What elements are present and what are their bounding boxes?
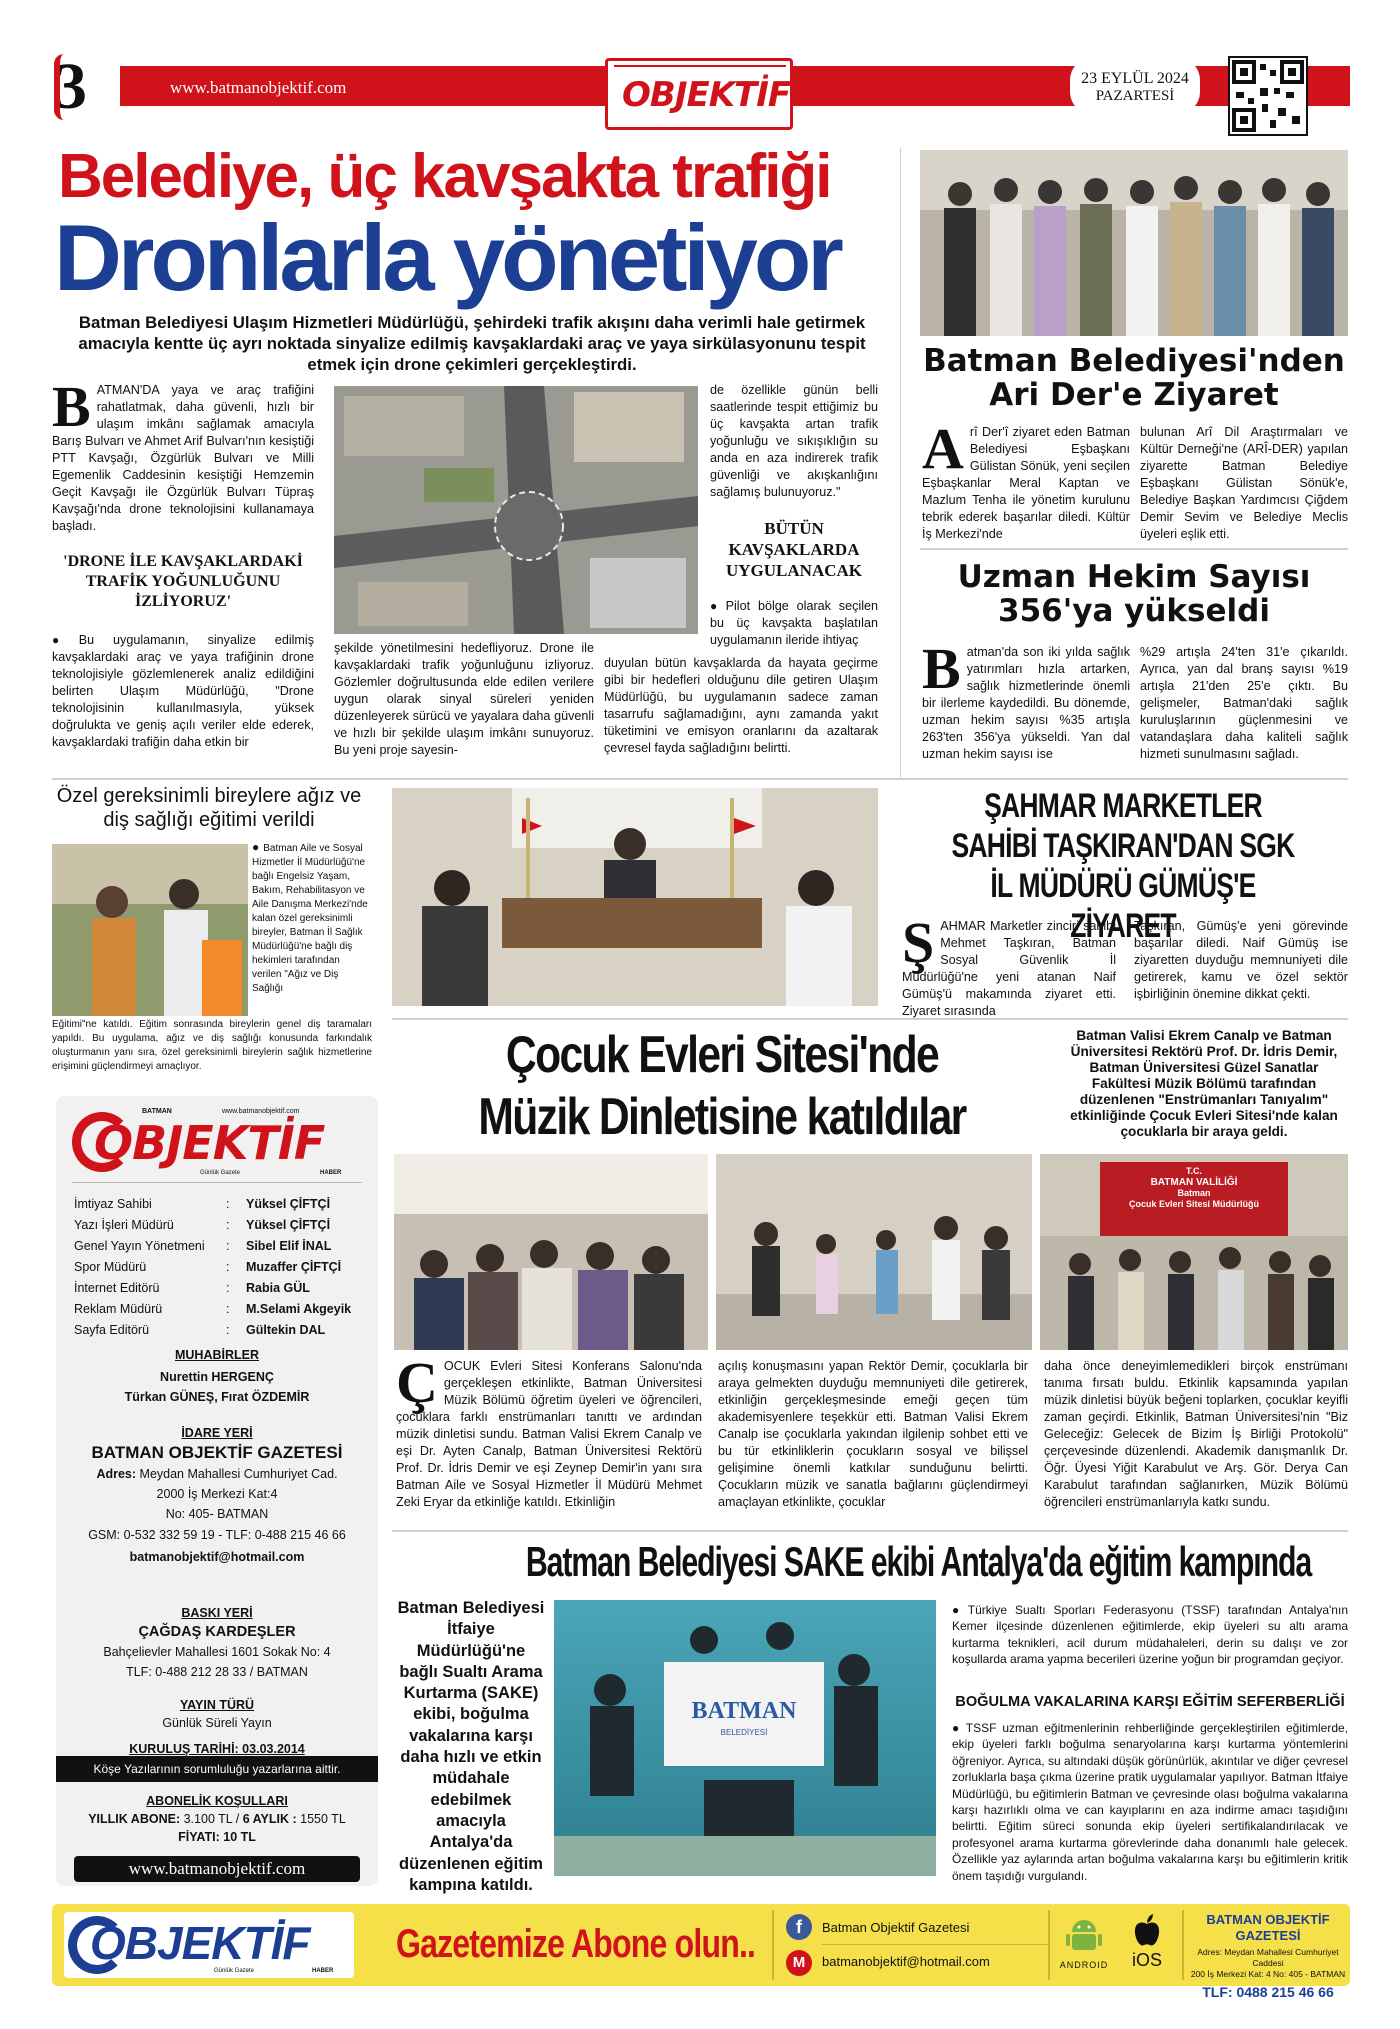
footer-contact <box>1188 1912 1348 2002</box>
staff-value: Yüksel ÇİFTÇİ <box>246 1218 331 1232</box>
group-photo <box>920 150 1348 336</box>
mail-icon[interactable]: M <box>786 1950 812 1976</box>
masthead-logo[interactable] <box>72 1108 362 1176</box>
concert-audience-photo <box>394 1154 708 1350</box>
baski-label: BASKI YERİ <box>181 1606 253 1620</box>
logo-rule <box>614 65 786 71</box>
baski-name: ÇAĞDAŞ KARDEŞLER <box>138 1624 296 1640</box>
staff-colon: : <box>226 1323 230 1337</box>
agiz-bottom-text: Eğitimi"ne katıldı. Eğitim sonrasında bireylerin genel diş taramaları yapıldı. Bu uygulama, ağız ve diş sağlığı konusunda farkındalık oluşturmanın yanı sıra, özel gereksinimli bireylerin sağlık hizmetlerine erişimini güçlendirmeyi amaçlıyor. <box>52 1019 372 1072</box>
lead-subhead-2: BÜTÜN KAVŞAKLARDA UYGULANACAK <box>726 519 862 580</box>
staff-value: M.Selami Akgeyik <box>246 1302 352 1316</box>
staff-key: İnternet Editörü <box>74 1281 160 1295</box>
sign-line-2: BATMAN VALİLİĞİ <box>1150 1177 1238 1188</box>
hekim-title[interactable]: Uzman Hekim Sayısı 356'ya yükseldi <box>957 559 1311 630</box>
footer-logo-tag-2: HABER <box>312 1968 334 1974</box>
idare-label: İDARE YERİ <box>181 1426 253 1440</box>
kose-notice: Köşe Yazılarının sorumluluğu yazarlarına aittir. <box>56 1756 378 1782</box>
dental-photo <box>52 844 248 1016</box>
abonelik-block <box>66 1792 368 1846</box>
header-website[interactable]: www.batmanobjektif.com <box>170 78 347 97</box>
section-divider <box>392 1530 1348 1532</box>
footer-logo-tag: Günlük Gazete <box>214 1968 255 1974</box>
baski-block <box>66 1604 368 1682</box>
sign-line-3: Batman <box>1177 1188 1211 1198</box>
cocuk-title-2: Müzik Dinletisine katıldılar <box>478 1088 966 1146</box>
hekim-col-1 <box>922 636 1130 763</box>
lead-headline-2[interactable]: Dronlarla yönetiyor <box>54 205 840 310</box>
subscribe-banner[interactable] <box>52 1904 1350 2000</box>
sake-p2 <box>952 1720 1348 1884</box>
adres-line-1: Meydan Mahallesi Cumhuriyet Cad. <box>139 1467 338 1481</box>
masthead-logo-tag: Günlük Gazete <box>200 1170 241 1176</box>
masthead-logo-tag-2: HABER <box>320 1170 342 1176</box>
sahmar-col-1 <box>902 910 1116 1020</box>
adres-label: Adres: <box>96 1467 137 1481</box>
staff-colon: : <box>226 1239 230 1253</box>
kurulus-tarihi: KURULUŞ TARİHİ: 03.03.2014 <box>129 1742 305 1756</box>
idare-address-3: No: 405- BATMAN <box>165 1507 269 1521</box>
android-label: ANDROID <box>1059 1960 1109 1970</box>
sake-title-text: Batman Belediyesi SAKE ekibi Antalya'da eğitim kampında <box>525 1538 1312 1585</box>
cocuk-col-1-text: OCUK Evleri Sitesi Konferans Salonu'nda gerçekleşen etkinlikte, Batman Üniversitesi Müzik Bölümü öğretim üyeleri ve öğrencileri, çocuklara farklı enstrümanları tanıttı ve ardından müzik dinletisi sundu. Batman Valisi Ekrem Canalp ve eşi Dr. Ayten Canalp, Batman Üniversitesi Rektörü Prof. Dr. İdris Demir ve eşi Zeynep Demir'in yanı sıra Batman Aile ve Sosyal Hizmetler İl Müdürü Mehmet Zeki Eryar da etkinliğe katıldı. Etkinliğin <box>396 1359 702 1509</box>
sign-text <box>1100 1166 1288 1210</box>
cocuk-deck: Batman Valisi Ekrem Canalp ve Batman Üniversitesi Rektörü Prof. Dr. İdris Demir, Batman Üniversitesi Güzel Sanatlar Fakültesi Müzik Bölümü tarafından düzenlenen "Enstrümanları Tanıyalım" etkinliğinde Çocuk Evleri Sitesi'nde kalan çocuklarla bir araya geldi. <box>1070 1028 1338 1139</box>
page-header <box>54 50 1350 123</box>
baski-address: Bahçelievler Mahallesi 1601 Sokak No: 4 <box>103 1645 331 1659</box>
flag-subtext: BELEDİYESİ <box>720 1728 768 1737</box>
sahmar-title-1: ŞAHMAR MARKETLER <box>984 787 1262 825</box>
yayin-label: YAYIN TÜRÜ <box>179 1698 255 1712</box>
lead-col-23: duyulan bütün kavşaklarda da hayata geçirme gibi bir hedefleri olduğunu dile getiren Ulaşım Müdürlüğü, bu uygulamanın sadece zaman tasarrufu sağlamadığını, aynı zamanda yakıt tüketimini ve emisyon oranlarını da azaltarak çevresel fayda sağladığını belirtti. <box>604 656 878 755</box>
staff-colon: : <box>226 1302 230 1316</box>
sign-line-1: T.C. <box>1185 1166 1202 1176</box>
cocuk-title-1: Çocuk Evleri Sitesi'nde <box>505 1026 939 1084</box>
idare-address-1 <box>66 1464 368 1484</box>
banner-divider <box>772 1910 774 1980</box>
staff-list <box>74 1194 364 1341</box>
apple-icon[interactable] <box>1132 1912 1162 1948</box>
footer-name: BATMAN OBJEKTİF GAZETESİ <box>1206 1912 1330 1943</box>
header-logo[interactable] <box>605 58 793 130</box>
sign-line-4: Çocuk Evleri Sitesi Müdürlüğü <box>1128 1199 1260 1209</box>
staff-colon: : <box>226 1281 230 1295</box>
drop-cap: B <box>922 636 961 701</box>
sake-side: Batman Belediyesi İtfaiye Müdürlüğü'ne bağlı Sualtı Arama Kurtarma (SAKE) ekibi, boğulma vakalarına karşı daha hızlı ve etkin müdahale edebilmek amacıyla Antalya'da düzenlenen eğitim kampına katıldı. <box>397 1599 545 1894</box>
staff-key: Reklam Müdürü <box>74 1302 163 1316</box>
abonelik-prices: YILLIK ABONE: 3.100 TL / 6 AYLIK : 1550 TL <box>88 1812 346 1826</box>
drop-cap: B <box>52 374 91 439</box>
header-day: PAZARTESİ <box>1095 88 1175 104</box>
governorship-sign-photo <box>1040 1154 1348 1350</box>
staff-row <box>74 1278 364 1299</box>
dancing-children-photo <box>716 1154 1032 1350</box>
baski-phone: TLF: 0-488 212 28 33 / BATMAN <box>126 1665 308 1679</box>
drop-cap: Ş <box>902 910 935 975</box>
alti-aylik-label: 6 AYLIK : <box>242 1812 297 1826</box>
qr-code-icon <box>1228 56 1308 136</box>
lead-deck: Batman Belediyesi Ulaşım Hizmetleri Müdürlüğü, şehirdeki trafik akışını daha verimli hale getirmek amacıyla kentte üç ayrı noktada sinyalize edilmiş kavşaklardaki araç ve yaya sirkülasyonunu tespit etmek için drone çekimleri gerçekleştirdi. <box>78 313 866 374</box>
subscribe-slogan[interactable] <box>352 1916 792 1972</box>
rule <box>822 1944 1048 1945</box>
header-logo-text: OBJEKTİF <box>622 75 791 115</box>
section-divider <box>52 778 1348 780</box>
arider-col-1-text: rî Der'î ziyaret eden Batman Belediyesi Eşbaşkanı Gülistan Sönük, yeni seçilen Eşbaşkanlar Meral Kaptan ve Mazlum Tenha ile yönetim kurulunu tebrik ederek başarılar diledi. Kültür İş Merkezi'nde <box>922 425 1130 541</box>
staff-row <box>74 1320 364 1341</box>
hekim-col-2: %29 artışla 24'ten 31'e çıkarıldı. Ayrıca, yan dal branş sayısı %19 artışla 21'den 25'e çıktı. Bu gelişmeler, Batman'daki sağlık kuruluşlarının güçlenmesini ve vatandaşlara daha kaliteli sağlık hizmeti sunulmasını sağladı. <box>1140 645 1348 761</box>
staff-row <box>74 1257 364 1278</box>
page-number-bracket <box>54 54 64 120</box>
abonelik-label: ABONELİK KOŞULLARI <box>146 1794 288 1808</box>
sahmar-title-2: SAHİBİ TAŞKIRAN'DAN SGK <box>951 827 1295 865</box>
idare-phone: GSM: 0-532 332 59 19 - TLF: 0-488 215 46 66 <box>88 1528 346 1542</box>
lead-col-3b <box>710 598 878 649</box>
masthead-site[interactable]: www.batmanobjektif.com <box>74 1856 360 1882</box>
subscribe-slogan-text: Gazetemize Abone olun.. <box>396 1922 756 1966</box>
staff-value: Gültekin DAL <box>246 1323 326 1337</box>
fiyat-row <box>66 1828 368 1846</box>
drop-cap: A <box>922 416 964 481</box>
cocuk-col-2: açılış konuşmasını yapan Rektör Demir, çocuklarla bir araya gelmekten duyduğu memnuniyeti dile getirerek, etkinliğin gerçekleşmesinde emeği geçen tüm akademisyenlere teşekkür etti. Batman Valisi Ekrem Canalp ise çocuklarla yakından ilgilenip sohbet etti ve bu tür etkinliklerin çocukların sosyal ve bilişsel gelişimine önemli katkılar sunduğunu belirtti. Çocukların müzik ve sanatla bağlarını güçlendirmeyi amaçlayan etkinlikte, çocuklar <box>718 1359 1028 1509</box>
agiz-title[interactable]: Özel gereksinimli bireylere ağız ve diş sağlığı eğitimi verildi <box>56 785 362 831</box>
muhabir-2: Türkan GÜNEŞ, Fırat ÖZDEMİR <box>124 1390 310 1404</box>
muhabirler-block <box>66 1346 368 1406</box>
arider-col-2: bulunan Arî Dil Araştırmaları ve Kültür Derneği'ne (ARÎ-DER) yapılan ziyarette Batman Belediye Eşbaşkanı Gülistan Sönük'e, Belediye Başkan Yardımcısı Çiğdem Demir Sevim ve Belediye Meclis üyeleri eşlik etti. <box>1140 425 1348 541</box>
section-divider <box>920 548 1348 550</box>
android-icon[interactable] <box>1064 1916 1104 1952</box>
office-visit-photo <box>392 788 878 1006</box>
staff-row <box>74 1215 364 1236</box>
sahmar-col-1-text: AHMAR Marketler zinciri sahibi Mehmet Taşkıran, Batman Sosyal Güvenlik İl Müdürlüğü'ne yeni atanan Naif Gümüş'ü makamında ziyaret etti. Ziyaret sırasında <box>902 919 1116 1018</box>
yillik-label: YILLIK ABONE: <box>88 1812 181 1826</box>
ios-label: iOS <box>1131 1950 1162 1970</box>
idare-address-2: 2000 İş Merkezi Kat:4 <box>156 1487 278 1501</box>
cocuk-title[interactable] <box>392 1024 1052 1148</box>
flag-text: BATMAN <box>691 1698 797 1724</box>
banner-divider <box>1182 1910 1184 1980</box>
staff-colon: : <box>226 1218 230 1232</box>
lead-col-3b-text: ● Pilot bölge olarak seçilen bu üç kavşakta başlatılan uygulamanın ileride ihtiyaç <box>710 599 878 647</box>
fiyat-label: FİYATI: <box>178 1830 220 1844</box>
lead-subhead-1: 'DRONE İLE KAVŞAKLARDAKİ TRAFİK YOĞUNLUĞUNU İZLİYORUZ' <box>63 553 303 610</box>
footer-address-1: Adres: Meydan Mahallesi Cumhuriyet Caddesi <box>1197 1947 1339 1968</box>
facebook-name[interactable]: Batman Objektif Gazetesi <box>822 1920 970 1935</box>
masthead-box <box>56 1096 378 1886</box>
masthead-logo-top: BATMAN <box>142 1108 172 1115</box>
staff-key: Genel Yayın Yönetmeni <box>74 1239 205 1253</box>
yillik-price: 3.100 TL <box>183 1812 233 1826</box>
lead-col-1b-text: ● Bu uygulamanın, sinyalize edilmiş kavşaklardaki araç ve yaya trafiğinin drone teknolojisiyle gözlemlenerek analiz edildiğini belirten Ulaşım Müdürlüğü, "Drone teknolojisinin kullanılmasıyla, yüksek doğrulukta ve geniş açılı veriler elde ederek, kavşaklardaki trafiğin daha etkin bir <box>52 633 314 749</box>
footer-phone: TLF: 0488 215 46 66 <box>1202 1984 1334 2000</box>
footer-logo[interactable] <box>64 1912 354 1978</box>
drone-aerial-photo <box>334 386 698 634</box>
staff-row <box>74 1236 364 1257</box>
sahmar-title-3: İL MÜDÜRÜ GÜMÜŞ'E ZİYARET <box>990 867 1256 945</box>
staff-row <box>74 1194 364 1215</box>
staff-value: Sibel Elif İNAL <box>246 1239 332 1253</box>
underwater-divers-photo <box>554 1600 936 1876</box>
sake-subhead: BOĞULMA VAKALARINA KARŞI EĞİTİM SEFERBERLİĞİ <box>955 1694 1345 1710</box>
sahmar-col-2: Taşkıran, Gümüş'e yeni görevinde başarılar diledi. Naif Gümüş ise ziyaretten duyduğu memnuniyeti dile getirerek, kamu ve özel sektör işbirliğinin önemine dikkat çekti. <box>1134 919 1348 1001</box>
page-number: 3 <box>54 50 87 123</box>
staff-key: Spor Müdürü <box>74 1260 147 1274</box>
drop-cap: Ç <box>396 1350 438 1415</box>
muhabir-1: Nurettin HERGENÇ <box>160 1370 274 1384</box>
arider-col-1 <box>922 416 1130 543</box>
yayin-block <box>66 1696 368 1758</box>
footer-address-2: 200 İş Merkezi Kat: 4 No: 405 - BATMAN <box>1190 1969 1346 1979</box>
footer-logo-text: OBJEKTİF <box>90 1917 310 1969</box>
staff-key: Yazı İşleri Müdürü <box>74 1218 174 1232</box>
staff-key: İmtiyaz Sahibi <box>74 1197 152 1211</box>
staff-colon: : <box>226 1260 230 1274</box>
footer-email[interactable]: batmanobjektif@hotmail.com <box>822 1954 990 1969</box>
lead-col-3: de özellikle günün belli saatlerinde tespit ettiğimiz bu üç kavşakta artan trafik yoğunluğu ve sıkışıklığın su anda en aza indirerek trafik güvenliği ve akışkanlığını sağlamış bulunuyoruz." <box>710 383 878 499</box>
banner-divider <box>1048 1910 1050 1980</box>
column-rule <box>900 148 901 778</box>
lead-col-1-text: ATMAN'DA yaya ve araç trafiğini rahatlatmak, daha güvenli, hızlı bir ulaşım imkânı sağlamak amacıyla Barış Bulvarı ve Ahmet Arif Bulvarı'nın kesiştiği PTT Kavşağı, Özgürlük Bulvarı ve Milli Egemenlik Caddesinin kesiştiği Hemzemin Geçit Kavşağı ile Özgürlük Bulvarı Tüpraş Kavşağı'nda drone teknolojisini kullanamaya başladı. <box>52 383 314 533</box>
staff-value: Yüksel ÇİFTÇİ <box>246 1197 331 1211</box>
facebook-icon[interactable]: f <box>786 1914 812 1940</box>
cocuk-col-3: daha önce deneyimlemedikleri birçok enstrümanı tanıma fırsatı buldu. Etkinlik kapsamında yapılan müzik dinletisi büyük beğeni toplarken, çocuklar keyifli zaman geçirdi. Etkinlik, Batman Üniversitesi'nin "Biz Geleceğiz: Gelecek de Bizim İş Birliği Protokolü" çerçevesinde düzenlendi. Akademik danışmanlık Dr. Öğr. Üyesi Yiğit Karabulut ve Arş. Gör. Derya Can Karabulut tarafından sağlanırken, Müzik Bölümü öğrencileri enstrümanlarıyla katkı sundu. <box>1044 1359 1348 1509</box>
agiz-side-text-body: ● Batman Aile ve Sosyal Hizmetler İl Müdürlüğü'ne bağlı Engelsiz Yaşam, Bakım, Rehabilitasyon ve Aile Danışma Merkezi'nde kalan özel gereksinimli bireyler, Batman İl Sağlık Müdürlüğü'ne bağlı diş hekimleri tarafından verilen "Ağız ve Diş Sağlığı <box>252 843 368 994</box>
fiyat-value: 10 TL <box>223 1830 256 1844</box>
rule <box>72 1182 362 1183</box>
agiz-side-text <box>252 840 372 996</box>
alti-aylik-price: 1550 TL <box>300 1812 346 1826</box>
hekim-col-1-text: atman'da son iki yılda sağlık yatırımları hızla artarken, sağlık hizmetlerinde önemli bir ilerleme kaydedildi. Bu dönemde, uzman hekim sayısı %35 artışla 263'ten 356'ya yükseldi. Yan dal uzman hekim sayısı ise <box>922 645 1130 761</box>
sake-title[interactable] <box>392 1534 1348 1590</box>
staff-key: Sayfa Editörü <box>74 1323 150 1337</box>
sake-p2-text: ● TSSF uzman eğitmenlerinin rehberliğinde gerçekleştirilen eğitimlerde, ekip üyeleri farklı boğulma senaryolarına karşı kurtarma yöntemlerini öğreniyor. Ayrıca, su altındaki düşük görünürlük, akıntılar ve diğer çevresel zorluklarla başa çıkma üzerine pratik uygulamalar yapılıyor. Batman İtfaiye Müdürlüğü, bu eğitimlerin Batman ve çevresinde olası boğulma vakalarına karşı hazırlıklı olma ve can kayıplarını en aza indirme amacı taşıdığını belirtti. Eğitim süreci sonunda ekip üyeleri sertifikalandırılacak ve profesyonel arama kurtarma görevlerinde daha donanımlı hale gelecek. Özellikle yaz aylarında artan boğulma vakalarına karşı bu eğitimlerin kritik önem taşıdığı vurgulandı. <box>952 1721 1348 1883</box>
date-box <box>1070 58 1200 114</box>
staff-value: Rabia GÜL <box>246 1281 310 1295</box>
header-date: 23 EYLÜL 2024 <box>1081 70 1189 87</box>
lead-col-1b <box>52 632 314 751</box>
cocuk-col-1 <box>396 1350 702 1511</box>
staff-row <box>74 1299 364 1320</box>
staff-colon: : <box>226 1197 230 1211</box>
muhabirler-label: MUHABİRLER <box>174 1348 260 1362</box>
lead-col-1 <box>52 374 314 535</box>
yayin-type: Günlük Süreli Yayın <box>162 1716 272 1730</box>
sake-p1 <box>952 1602 1348 1668</box>
staff-value: Muzaffer ÇİFTÇİ <box>246 1260 342 1274</box>
section-divider <box>392 1018 1348 1020</box>
lead-headline-1[interactable]: Belediye, üç kavşakta trafiği <box>58 142 831 211</box>
masthead-logo-text: OBJEKTİF <box>94 1116 325 1170</box>
idare-block <box>66 1424 368 1568</box>
idare-email[interactable]: batmanobjektif@hotmail.com <box>129 1550 305 1564</box>
sake-p1-text: ● Türkiye Sualtı Sporları Federasyonu (TSSF) tarafından Antalya'nın Kemer ilçesinde düzenlenen eğitimlerde, ekip üyeleri su altı arama kurtarma teknikleri, acil durum müdahaleleri, derin su dalışı ve zor koşullarda arama yapma becerileri üzerine yoğun bir programdan geçiyor. <box>952 1603 1348 1666</box>
lead-col-2: şekilde yönetilmesini hedefliyoruz. Drone ile kavşaklardaki trafik yoğunluğunu izliyoruz. Gözlemler doğrultusunda elde edilen verilere uygun olarak sinyal süreleri yeniden düzenleyerek sürücü ve yayalara daha güvenli ve hızlı bir şekilde ulaşım imkânı sunuyoruz. Bu yeni proje sayesin- <box>334 641 594 757</box>
arider-title[interactable]: Batman Belediyesi'nden Ari Der'e Ziyaret <box>923 343 1345 414</box>
idare-name: BATMAN OBJEKTİF GAZETESİ <box>91 1443 343 1462</box>
masthead-logo-url: www.batmanobjektif.com <box>222 1108 300 1115</box>
